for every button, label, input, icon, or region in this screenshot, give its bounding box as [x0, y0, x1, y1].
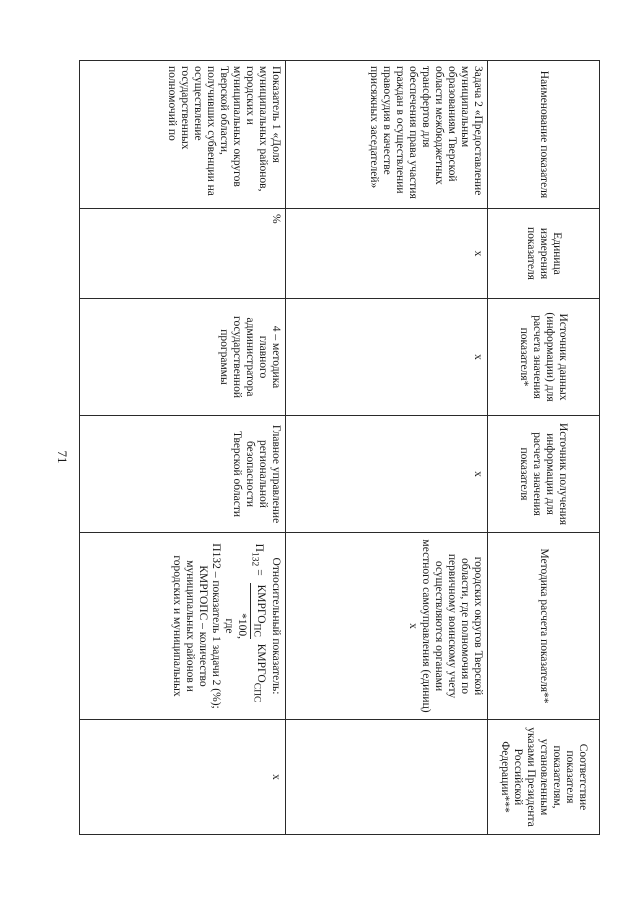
cell-info-source: х: [286, 416, 488, 533]
page-number: 71: [55, 450, 70, 464]
table-row: [80, 61, 286, 835]
header-unit: Единица измерения показателя: [488, 209, 600, 299]
cell-unit: %: [80, 209, 286, 299]
method-value: х: [407, 623, 419, 629]
cell-indicator-name: Показатель 1 «Доля муниципальных районов, городских и муниципальных округов Тверской области, получивших субвенции на осуществление государственных полномочий по: [80, 61, 286, 209]
formula-numerator: $КМРГО_{ПС}$: [251, 584, 267, 637]
cell-compliance: [286, 720, 488, 835]
header-method: Методика расчета показателя**: [488, 533, 600, 720]
method-formula: [235, 538, 267, 714]
method-explain-1: П1З2 – показатель 1 задачи 2 (%);: [210, 543, 223, 709]
cell-data-source: х: [286, 299, 488, 416]
cell-task-name: Задача 2 «Предоставление муниципальным образованиям Тверской области межбюджетных трансфертов для обеспечения права участия граждан в осуществлении правосудия в качестве присяжных заседателей»: [286, 61, 488, 209]
cell-unit: х: [286, 209, 488, 299]
header-info-source: Источник получения информации для расчета значения показателя: [488, 416, 600, 533]
formula-denominator: $КМРГО_{СПС}$: [251, 643, 267, 703]
method-where: где: [223, 618, 236, 634]
header-name: Наименование показателя: [488, 61, 600, 209]
rotated-table-container: [80, 60, 600, 834]
table-row: [286, 61, 488, 835]
indicators-table: [79, 60, 600, 835]
formula-lhs: $П_{1З2}$: [249, 543, 265, 567]
header-data-source: Источник данных (информации) для расчета значения показателя*: [488, 299, 600, 416]
formula-multiplier: *100,: [236, 613, 249, 639]
cell-data-source: 4 – методика главного администратора государственной программы: [80, 299, 286, 416]
method-explain-2: КМРГОПС – количество муниципальных районов и городских и муниципальных: [171, 555, 210, 697]
cell-compliance: х: [80, 720, 286, 835]
formula-equals: =: [252, 569, 265, 576]
table-header-row: [488, 61, 600, 835]
cell-method: [80, 533, 286, 720]
method-intro: Относительный показатель:: [270, 557, 282, 695]
formula-fraction: [250, 583, 267, 705]
cell-method: [286, 533, 488, 720]
method-carryover-text: городских округов Тверской области, где полномочия по первичному воинскому учету осуществляются органами местного самоуправления (единиц): [420, 539, 484, 713]
header-compliance: Соответствие показателя показателям, установленным указами Президента Российской Федерации***: [488, 720, 600, 835]
cell-info-source: Главное управление региональной безопасности Тверской области: [80, 416, 286, 533]
